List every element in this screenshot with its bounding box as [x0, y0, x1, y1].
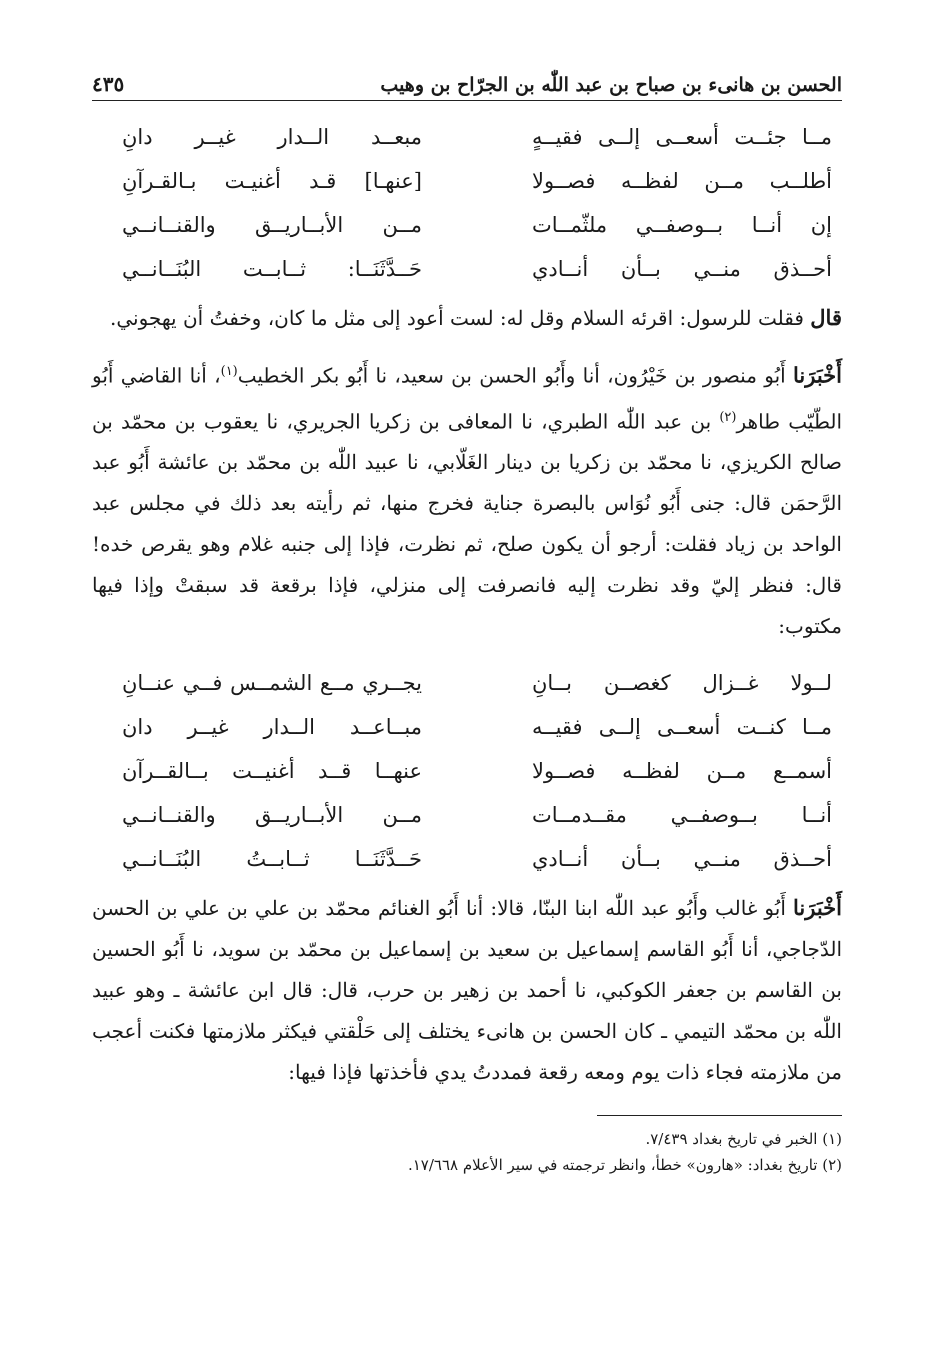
verse-first-hemistich: أحــذق منــي بــأن أنــادي	[532, 257, 832, 281]
verse-first-hemistich: لــولا غــزال كغصــن بــانِ	[532, 671, 832, 696]
poem-verse	[92, 115, 842, 159]
poem-verse	[92, 705, 842, 749]
verse-second-hemistich: عنهــا قــد أغنيــت بــالقــرآن	[122, 759, 422, 784]
footnote-marker[interactable]: (١)	[220, 364, 238, 379]
poem-verse	[92, 793, 842, 837]
paragraph-text: أَبُو منصور بن خَيْرُون، أنا وأَبُو الحسن بن سعيد، نا أَبُو بكر الخطيب	[237, 363, 794, 388]
poem-verse	[92, 837, 842, 881]
poem-verse	[92, 749, 842, 793]
verse-second-hemistich: مبــاعــد الــدار غيــر دان	[122, 715, 422, 740]
verse-first-hemistich: أحــذق منــي بــأن أنــادي	[532, 847, 832, 872]
verse-first-hemistich: إن أنــا بــوصفــي ملثّمــات	[532, 213, 832, 237]
verse-first-hemistich: أسمــع مــن لفظــه فصــولا	[532, 759, 832, 784]
verse-second-hemistich: حَــدَّثَنَــا: ثــابــت البُنَــانــي	[122, 257, 422, 281]
verse-second-hemistich: مبعــد الــدار غيــر دانِ	[122, 125, 422, 149]
verse-second-hemistich: حَــدَّثَنَــا ثــابــتُ البُنَــانــي	[122, 847, 422, 872]
poem-verse	[92, 203, 842, 247]
verse-first-hemistich: مــا كنــت أسعــى إلــى فقيــه	[532, 715, 832, 740]
paragraph-keyword: أَخْبَرَنا	[793, 362, 842, 388]
paragraph-keyword: أَخْبَرَنا	[793, 895, 842, 921]
verse-second-hemistich: يجــري مــع الشمــس فــي عنــانِ	[122, 671, 422, 696]
footnote-divider	[597, 1115, 842, 1116]
verse-first-hemistich: مــا جئــت أسعــى إلــى فقيــهٍ	[532, 125, 832, 149]
page-header	[92, 58, 842, 101]
verse-first-hemistich: أنــا بــوصفــي مقــدمــات	[532, 803, 832, 828]
paragraph-akhbarana-2	[92, 887, 842, 1093]
poem-1	[92, 115, 842, 291]
verse-second-hemistich: [عنهـا] قـد أغنيـت بـالقـرآنِ	[122, 169, 422, 193]
page-number: ٤٣٥	[92, 72, 125, 96]
poem-verse	[92, 247, 842, 291]
poem-verse	[92, 159, 842, 203]
paragraph-text: أَبُو غالب وأَبُو عبد اللّٰه ابنا البنّا، قالا: أنا أَبُو الغنائم محمّد بن علي بن علي بن الحسن الدّجاجي، أنا أَبُو القاسم إسماعيل بن سعيد بن إسماعيل بن محمّد بن سويد، نا أَبُو الحسين بن القاسم بن جعفر الكوكبي، نا أحمد بن زهير بن حرب، قال: قال ابن عائشة ـ وهو عبيد اللّٰه بن محمّد التيمي ـ كان الحسن بن هانىء يختلف إلى حَلْقتي فيكثر ملازمتها فكنت أعجب من ملازمته فجاء ذات يوم ومعه رقعة فمددتُ يدي فأخذتها فإذا فيها:	[92, 896, 842, 1085]
paragraph-text: ، أنا القاضي أَبُو الطّيّب طاهر	[92, 363, 842, 434]
paragraph-text: بن عبد اللّٰه الطبري، نا المعافى بن زكريا الجريري، نا يعقوب بن محمّد بن صالح الكريزي، نا محمّد بن زكريا بن دينار الغَلّابي، نا عبيد اللّٰه بن محمّد بن عائشة أَبُو عبد الرَّحمَن قال: جنى أَبُو نُوَاس بالبصرة جناية فخرج منها، ثم رأيته بعد ذلك في مجلس عبد الواحد بن زياد فقلت: أرجو أن يكون صلح، ثم نظرت، فإذا إلى جنبه غلام وهو يقرص خده! قال: فنظر إليّ وقد نظرت إليه فانصرفت إلى منزلي، فإذا برقعة قد سبقتْ وإذا فيها مكتوب:	[92, 409, 842, 639]
poem-2	[92, 661, 842, 881]
verse-second-hemistich: مــن الأبــاريــق والقنــانــي	[122, 213, 422, 237]
verse-second-hemistich: مــن الأبــاريــق والقنــانــي	[122, 803, 422, 828]
running-title: الحسن بن هانىء بن صباح بن عبد اللّٰه بن الجرّاح بن وهيب	[380, 74, 842, 96]
footnote-marker[interactable]: (٢)	[719, 409, 737, 425]
paragraph-keyword: قال	[810, 305, 842, 330]
paragraph-akhbarana-1	[92, 351, 842, 647]
footnote: (٢) تاريخ بغداد: «هارون» خطأ، وانظر ترجمته في سير الأعلام ١٧/٦٦٨.	[407, 1156, 842, 1175]
poem-verse	[92, 661, 842, 705]
book-page	[92, 58, 842, 1298]
verse-first-hemistich: أطلــب مــن لفظــه فصــولا	[532, 169, 832, 193]
footnote: (١) الخبر في تاريخ بغداد ٧/٤٣٩.	[645, 1130, 842, 1149]
paragraph-text: فقلت للرسول: اقرئه السلام وقل له: لست أعود إلى مثل ما كان، وخفتُ أن يهجوني.	[109, 306, 811, 330]
paragraph-qala	[92, 297, 842, 339]
